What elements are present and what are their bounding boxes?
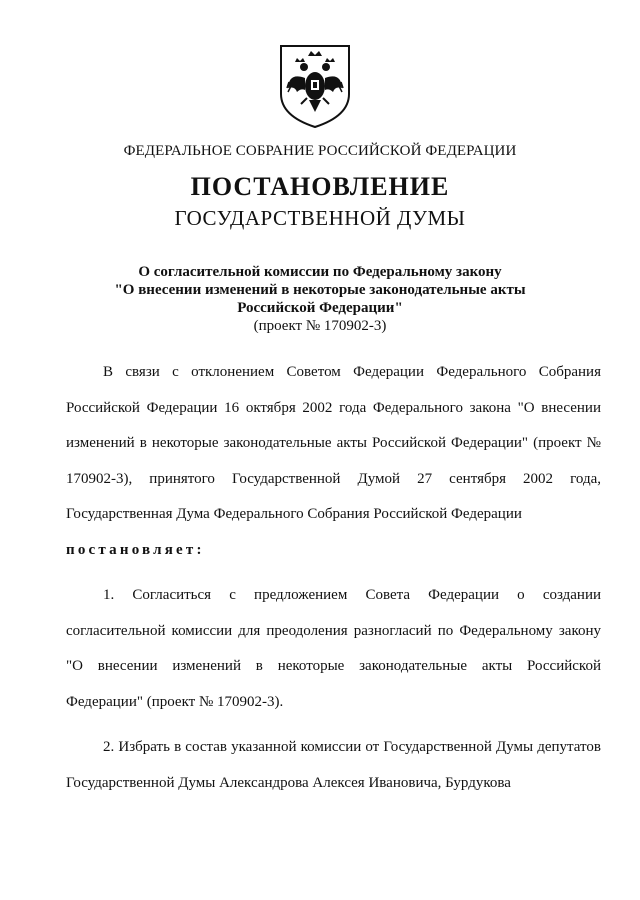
document-issuer-title: ГОСУДАРСТВЕННОЙ ДУМЫ <box>174 206 466 230</box>
item-1-paragraph: 1. Согласиться с предложением Совета Федерации о создании согласительной комиссии для преодоления разногласий по Федеральному закону "О внесении изменений в некоторые законодательные акты Российской Федерации" (проект № 170902-3). <box>66 587 601 710</box>
document-body <box>66 355 601 801</box>
state-emblem-icon <box>275 42 355 130</box>
preamble-paragraph <box>66 355 601 568</box>
subject-line-2: "О внесении изменений в некоторые законодательные акты <box>114 282 526 298</box>
document-subject <box>0 263 640 335</box>
preamble-text: В связи с отклонением Советом Федерации Федерального Собрания Российской Федерации 16 октября 2002 года Федерального закона "О внесении изменений в некоторые законодательные акты Российской Федерации" (проект № 170902-3), принятого Государственной Думой 27 сентября 2002 года, Государственная Дума Федерального Собрания Российской Федерации <box>66 364 601 522</box>
resolves-word: постановляет: <box>66 541 205 558</box>
subject-line-3: Российской Федерации" <box>237 300 403 316</box>
subject-project-number: (проект № 170902-3) <box>253 318 387 334</box>
item-2-paragraph: 2. Избрать в состав указанной комиссии от Государственной Думы депутатов Государственной Думы Александрова Алексея Ивановича, Бурдукова <box>66 739 601 791</box>
subject-line-1: О согласительной комиссии по Федеральному закону <box>138 264 502 280</box>
document-type-title: ПОСТАНОВЛЕНИЕ <box>190 172 450 201</box>
organization-heading: ФЕДЕРАЛЬНОЕ СОБРАНИЕ РОССИЙСКОЙ ФЕДЕРАЦИИ <box>123 143 517 159</box>
